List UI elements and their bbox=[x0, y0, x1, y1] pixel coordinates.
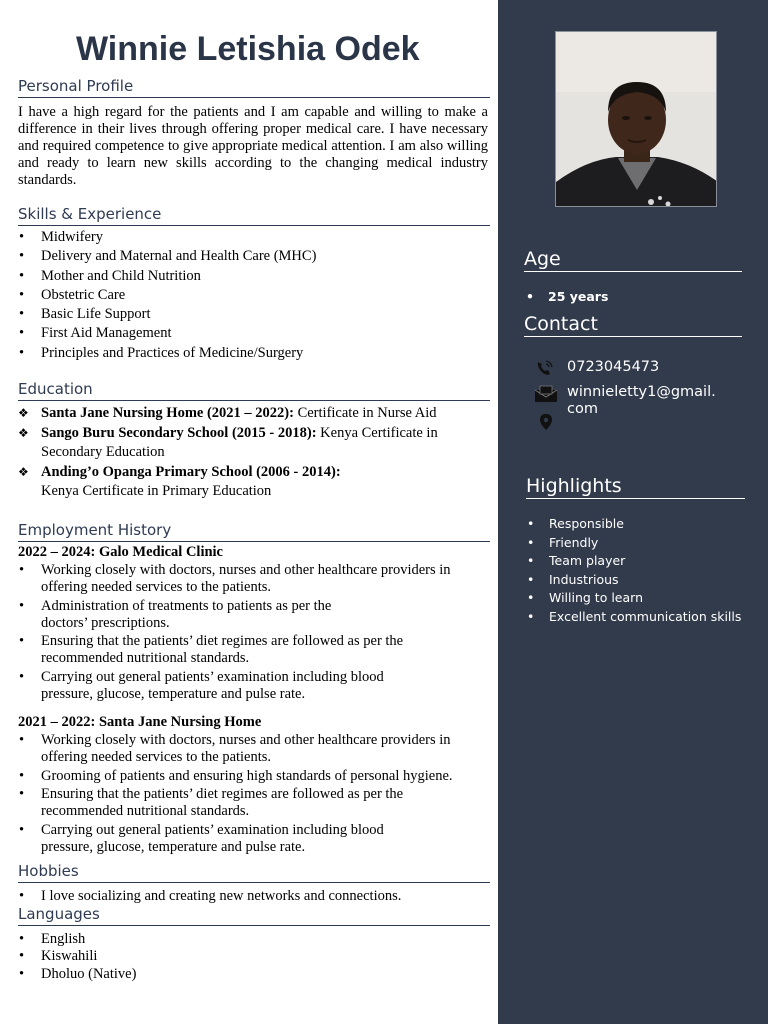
skill-item: • Mother and Child Nutrition bbox=[18, 267, 316, 286]
education-item bbox=[18, 463, 398, 502]
education-award: Kenya Certificate in Secondary Education bbox=[41, 424, 438, 460]
skill-item: • Delivery and Maternal and Health Care (MHC) bbox=[18, 247, 316, 266]
education-award: Certificate in Nurse Aid bbox=[293, 405, 437, 421]
person-portrait-image bbox=[556, 32, 717, 207]
location-pin-icon bbox=[539, 413, 561, 431]
education-school: Anding’o Opanga Primary School (2006 - 2014): bbox=[41, 463, 341, 480]
highlights-list bbox=[525, 515, 741, 627]
language-item: • English bbox=[18, 931, 136, 948]
highlight-item: • Friendly bbox=[525, 534, 741, 553]
job-duties-list bbox=[18, 732, 488, 857]
skill-item: • Basic Life Support bbox=[18, 305, 316, 324]
sidebar-title-contact: Contact bbox=[524, 313, 742, 337]
profile-text: I have a high regard for the patients and I am capable and willing to make a difference in their lives through offering proper medical care. I have necessary and required competence to give appropriate medical attention. I am also willing and ready to learn new skills according to the changing medical industry standards. bbox=[18, 104, 488, 188]
contact-email-line1: winnieletty1@gmail. bbox=[567, 384, 716, 400]
job-duty: • Administration of treatments to patients as per the doctors’ prescriptions. bbox=[18, 598, 368, 632]
job-duty: • Working closely with doctors, nurses and other healthcare providers in offering needed services to the patients. bbox=[18, 562, 488, 596]
highlight-item: • Willing to learn bbox=[525, 589, 741, 608]
languages-list bbox=[18, 931, 136, 983]
skill-item: • Principles and Practices of Medicine/Surgery bbox=[18, 344, 316, 363]
highlight-item: • Industrious bbox=[525, 571, 741, 590]
job-duty: • Grooming of patients and ensuring high standards of personal hygiene. bbox=[18, 768, 488, 785]
education-award: Kenya Certificate in Primary Education bbox=[41, 483, 272, 499]
skills-list bbox=[18, 228, 316, 363]
sidebar-title-highlights: Highlights bbox=[526, 475, 745, 499]
education-list bbox=[18, 404, 478, 502]
education-item bbox=[18, 424, 473, 463]
education-school: Santa Jane Nursing Home (2021 – 2022): bbox=[41, 405, 294, 421]
section-title-education: Education bbox=[18, 380, 490, 401]
job-title: 2022 – 2024: Galo Medical Clinic bbox=[18, 544, 223, 560]
age-list bbox=[524, 289, 608, 304]
job-duty: • Ensuring that the patients’ diet regimes are followed as per the recommended nutritional standards. bbox=[18, 633, 418, 667]
hobbies-list bbox=[18, 888, 401, 905]
contact-phone[interactable]: 0723045473 bbox=[567, 359, 660, 375]
age-value: • 25 years bbox=[524, 289, 608, 304]
job-duties-list bbox=[18, 562, 488, 704]
language-item: • Kiswahili bbox=[18, 948, 136, 965]
job-title: 2021 – 2022: Santa Jane Nursing Home bbox=[18, 714, 262, 730]
skill-item: • Obstetric Care bbox=[18, 286, 316, 305]
section-title-hobbies: Hobbies bbox=[18, 862, 490, 883]
highlight-item: • Team player bbox=[525, 552, 741, 571]
highlight-item: • Responsible bbox=[525, 515, 741, 534]
job-duty: • Working closely with doctors, nurses and other healthcare providers in offering needed services to the patients. bbox=[18, 732, 488, 766]
job-duty: • Carrying out general patients’ examination including blood pressure, glucose, temperature and pulse rate. bbox=[18, 822, 418, 856]
contact-email-line2: com bbox=[567, 401, 598, 417]
email-icon bbox=[534, 385, 556, 403]
contact-email[interactable] bbox=[567, 384, 737, 418]
section-title-employment: Employment History bbox=[18, 521, 490, 542]
sidebar-title-age: Age bbox=[524, 248, 742, 272]
education-item bbox=[18, 404, 478, 424]
profile-photo bbox=[555, 31, 717, 207]
sidebar bbox=[498, 0, 768, 1024]
highlight-item: • Excellent communication skills bbox=[525, 608, 741, 627]
hobby-item: • I love socializing and creating new networks and connections. bbox=[18, 888, 401, 905]
skill-item: • First Aid Management bbox=[18, 324, 316, 343]
phone-icon bbox=[534, 359, 556, 377]
skill-item: • Midwifery bbox=[18, 228, 316, 247]
candidate-name: Winnie Letishia Odek bbox=[76, 30, 420, 68]
language-item: • Dholuo (Native) bbox=[18, 966, 136, 983]
job-duty: • Carrying out general patients’ examination including blood pressure, glucose, temperature and pulse rate. bbox=[18, 669, 418, 703]
job-duty: • Ensuring that the patients’ diet regimes are followed as per the recommended nutritional standards. bbox=[18, 786, 418, 820]
section-title-profile: Personal Profile bbox=[18, 77, 490, 98]
section-title-skills: Skills & Experience bbox=[18, 205, 490, 226]
education-school: Sango Buru Secondary School (2015 - 2018): bbox=[41, 424, 317, 441]
section-title-languages: Languages bbox=[18, 905, 490, 926]
